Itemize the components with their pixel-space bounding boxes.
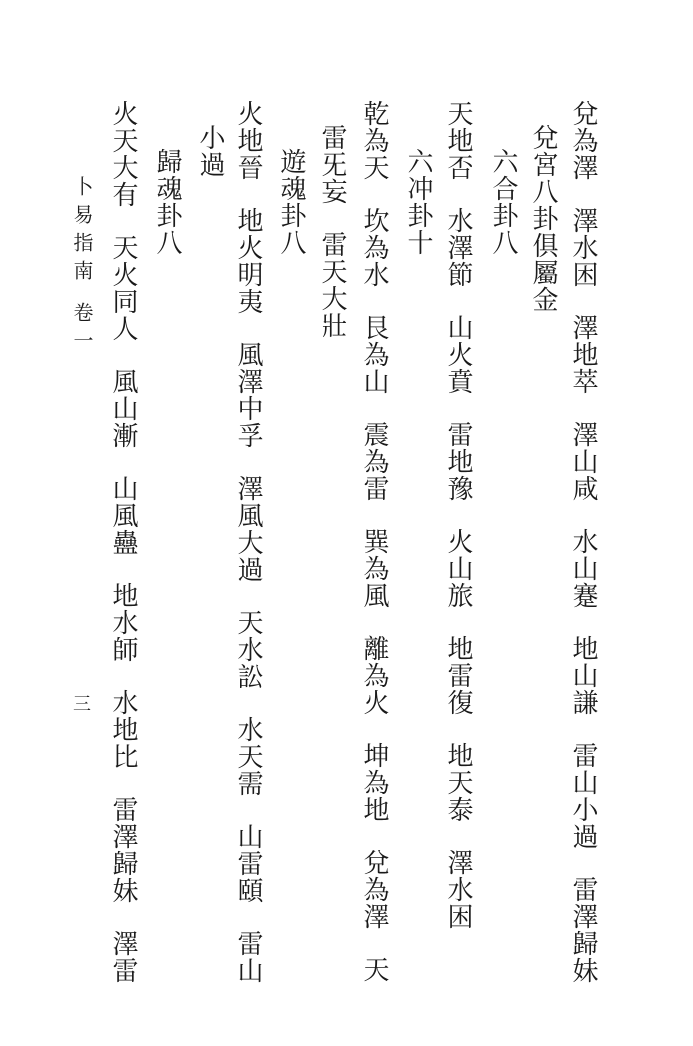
hexagram-name: 澤風大過	[233, 475, 263, 583]
hexagram-name: 雷旡妄	[317, 124, 347, 205]
hexagram-name: 水地比	[108, 689, 138, 770]
text-column-5	[401, 148, 435, 256]
hexagram-name: 風山漸	[108, 368, 138, 449]
hexagram-name: 雷山小過	[568, 742, 598, 850]
hexagram-name: 水澤節	[443, 207, 473, 288]
hexagram-name: 澤水困	[443, 849, 473, 930]
hexagram-name: 遊魂卦八	[276, 148, 306, 256]
hexagram-name: 澤雷	[108, 930, 138, 984]
hexagram-name: 雷天大壯	[317, 231, 347, 339]
text-column-9	[231, 100, 265, 984]
hexagram-name: 水天需	[233, 716, 263, 797]
book-title: 卜易指南	[70, 176, 94, 288]
hexagram-name: 水山蹇	[568, 528, 598, 609]
hexagram-name: 小過	[195, 124, 225, 178]
hexagram-name: 六合卦八	[488, 148, 518, 256]
hexagram-name: 風澤中孚	[233, 341, 263, 449]
hexagram-name: 震為雷	[359, 421, 389, 502]
hexagram-name: 山火賁	[443, 314, 473, 395]
hexagram-name: 山雷頤	[233, 823, 263, 904]
text-column-7	[315, 124, 349, 339]
hexagram-name: 澤水困	[568, 207, 598, 288]
text-column-11	[150, 148, 184, 256]
text-column-6	[357, 100, 391, 983]
page-number: 三	[73, 694, 91, 715]
hexagram-name: 火地晉	[233, 100, 263, 181]
hexagram-name: 艮為山	[359, 314, 389, 395]
text-column-12	[106, 100, 140, 984]
hexagram-name: 天水訟	[233, 609, 263, 690]
text-column-10	[193, 124, 227, 178]
hexagram-name: 澤地萃	[568, 314, 598, 395]
text-column-4	[441, 100, 475, 930]
volume-label: 卷一	[70, 302, 94, 358]
hexagram-name: 雷澤歸妹	[108, 796, 138, 904]
hexagram-name: 天	[359, 956, 389, 983]
hexagram-name: 天地否	[443, 100, 473, 181]
hexagram-name: 地雷復	[443, 635, 473, 716]
hexagram-name: 火天大有	[108, 100, 138, 208]
hexagram-name: 兌宮八卦俱屬金	[528, 124, 558, 313]
hexagram-name: 天火同人	[108, 234, 138, 342]
text-column-3	[486, 148, 520, 256]
hexagram-name: 澤山咸	[568, 421, 598, 502]
hexagram-name: 兌為澤	[359, 849, 389, 930]
margin-title	[70, 176, 94, 358]
hexagram-name: 坤為地	[359, 742, 389, 823]
text-column-2	[526, 124, 560, 313]
hexagram-name: 雷地豫	[443, 421, 473, 502]
hexagram-name: 離為火	[359, 635, 389, 716]
hexagram-name: 乾為天	[359, 100, 389, 181]
text-column-1	[566, 100, 600, 984]
hexagram-name: 雷澤歸妹	[568, 876, 598, 984]
hexagram-name: 地天泰	[443, 742, 473, 823]
hexagram-name: 兌為澤	[568, 100, 598, 181]
hexagram-name: 雷山	[233, 930, 263, 984]
hexagram-name: 地水師	[108, 582, 138, 663]
text-column-8	[274, 148, 308, 256]
hexagram-name: 火山旅	[443, 528, 473, 609]
hexagram-name: 歸魂卦八	[152, 148, 182, 256]
hexagram-name: 坎為水	[359, 207, 389, 288]
hexagram-name: 地山謙	[568, 635, 598, 716]
hexagram-name: 巽為風	[359, 528, 389, 609]
hexagram-name: 地火明夷	[233, 207, 263, 315]
hexagram-name: 山風蠱	[108, 475, 138, 556]
hexagram-name: 六冲卦十	[403, 148, 433, 256]
